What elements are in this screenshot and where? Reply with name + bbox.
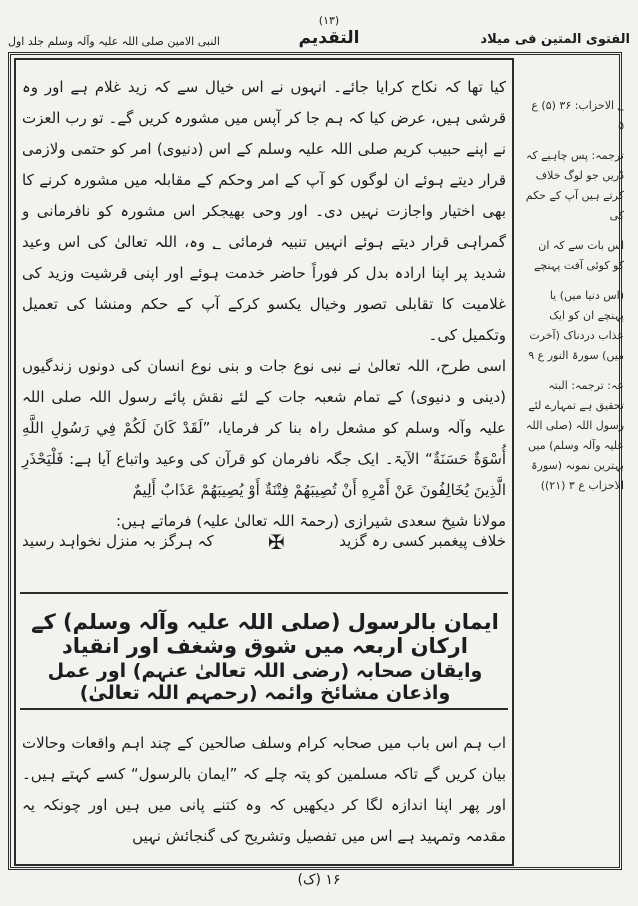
paragraph-2: اسی طرح، اللہ تعالیٰ نے نبی نوع جات و بنی نوع انسان کی دونوں زندگیوں (دینی و دنیوی) کے تمام شعبہ جات کے لئے نقش پائے رسول اللہ صلی اللہ علیہ وآلہ وسلم کو مشعل راہ بنا کر فرمایا، ”لَقَدْ كَانَ لَكُمْ فِي رَسُولِ اللَّهِ أُسْوَةٌ حَسَنَةٌ“ الآیۃ۔ ایک جگہ نافرمان کو قرآن کی وعید واتباع آیا ہے: فَلْيَحْذَرِ الَّذِينَ يُخَالِفُونَ عَنْ أَمْرِهِ أَنْ تُصِيبَهُمْ فِتْنَةٌ أَوْ يُصِيبَهُمْ عَذَابٌ أَلِيمٌ [22, 357, 506, 499]
section-title: التقدیم [298, 27, 360, 48]
margin-note: ترجمہ: پس چاہیے کہ ڈریں جو لوگ خلاف کرتے ہیں آپ کے حکم کی [525, 149, 624, 222]
margin-note: عہ: ترجمہ: البتہ تحقیق ہے تمہارے لئے رسول اللہ (صلی اللہ علیہ وآلہ وسلم) میں بہترین نمونہ (سورۃ الاحزاب ع ۳ (۲۱)) [525, 379, 624, 492]
page-header [8, 8, 630, 48]
poet-intro: مولانا شیخ سعدی شیرازی (رحمۃ اللہ تعالیٰ علیہ) فرماتے ہیں: [116, 512, 506, 530]
persian-verse [22, 532, 506, 552]
chapter-heading-line-2: وایقان صحابہ (رضی اللہ تعالیٰ عنہم) اور عمل واذعان مشائخ وائمہ (رحمہم اللہ تعالیٰ) [47, 660, 483, 704]
page-footer: ۱۶ (ک) [297, 872, 341, 888]
header-center [229, 14, 429, 48]
top-page-number: (۱۳) [318, 14, 340, 28]
verse-divider-icon: ✠ [268, 530, 285, 554]
margin-note: اس بات سے کہ ان کو کوئی آفت پہنچے [533, 239, 624, 272]
book-subtitle: النبی الامین صلی اللہ علیہ وآلہ وسلم جلد اول [8, 34, 220, 48]
verse-second-half: کہ ہرگز بہ منزل نخواہد رسید [22, 532, 214, 550]
verse-first-half: خلاف پیغمبر کسی رہ گزید [339, 532, 506, 550]
closing-paragraph: اب ہم اس باب میں صحابہ کرام وسلف صالحین کے چند اہم واقعات وحالات بیان کریں گے تاکہ مسلمین کو پتہ چلے کہ ”ایمان بالرسول“ کسے کہتے ہیں۔ اور پھر اپنا اندازہ لگا کر دیکھیں کہ وہ کتنے پانی میں ہیں اور چونکہ یہ مقدمہ وتمہید ہے اس میں تفصیل وتشریح کی گنجائش نہیں [22, 734, 506, 845]
book-title: الفتوی المتین فی میلاد [480, 32, 630, 48]
margin-note: (اس دنیا میں) یا پہنچے ان کو ایک عذاب دردناک (آخرت میں) سورۃ النور ع ۹ [528, 289, 624, 362]
closing-text [22, 728, 506, 852]
margin-note: ؂ الاحزاب: ۳۶ (۵) ع ۵ [531, 99, 624, 132]
margin-notes [524, 96, 624, 796]
chapter-heading-line-1: ایمان بالرسول (صلی اللہ علیہ وآلہ وسلم) کے ارکان اربعہ میں شوق وشغف اور انقیاد [31, 610, 499, 658]
paragraph-1: کیا تھا کہ نکاح کرایا جائے۔ انہوں نے اس خیال سے کہ زید غلام ہے اور وہ قرشی ہیں، عرض کیا کہ ہم جا کر آپس میں مشورہ کریں گے۔ تو رب العزت نے اپنے حبیب کریم صلی اللہ علیہ وسلم کے اس (دنیوی) امر کو حتمی ولازمی قرار دیتے ہوئے ان لوگوں کو آپ کے امر وحکم کے مقابلہ میں مشورہ کرنے کا بھی اختیار واجازت نہیں دی۔ اور وحی بھیجکر اس مشورہ کو نافرمانی و گمراہی قرار دیتے ہوئے انہیں تنبیہ فرمائی ؂ وہ، اللہ تعالیٰ کی اس وعید شدید پر اپنا ارادہ بدل کر فوراً حاضر خدمت ہوئے اور اپنی قرشیت وزید کی غلامیت کا تقابلی تصور وخیال یکسو کرکے آپ کے حکم ومنشا کی تعمیل وتکمیل کی۔ [22, 78, 506, 344]
main-text [22, 72, 506, 537]
